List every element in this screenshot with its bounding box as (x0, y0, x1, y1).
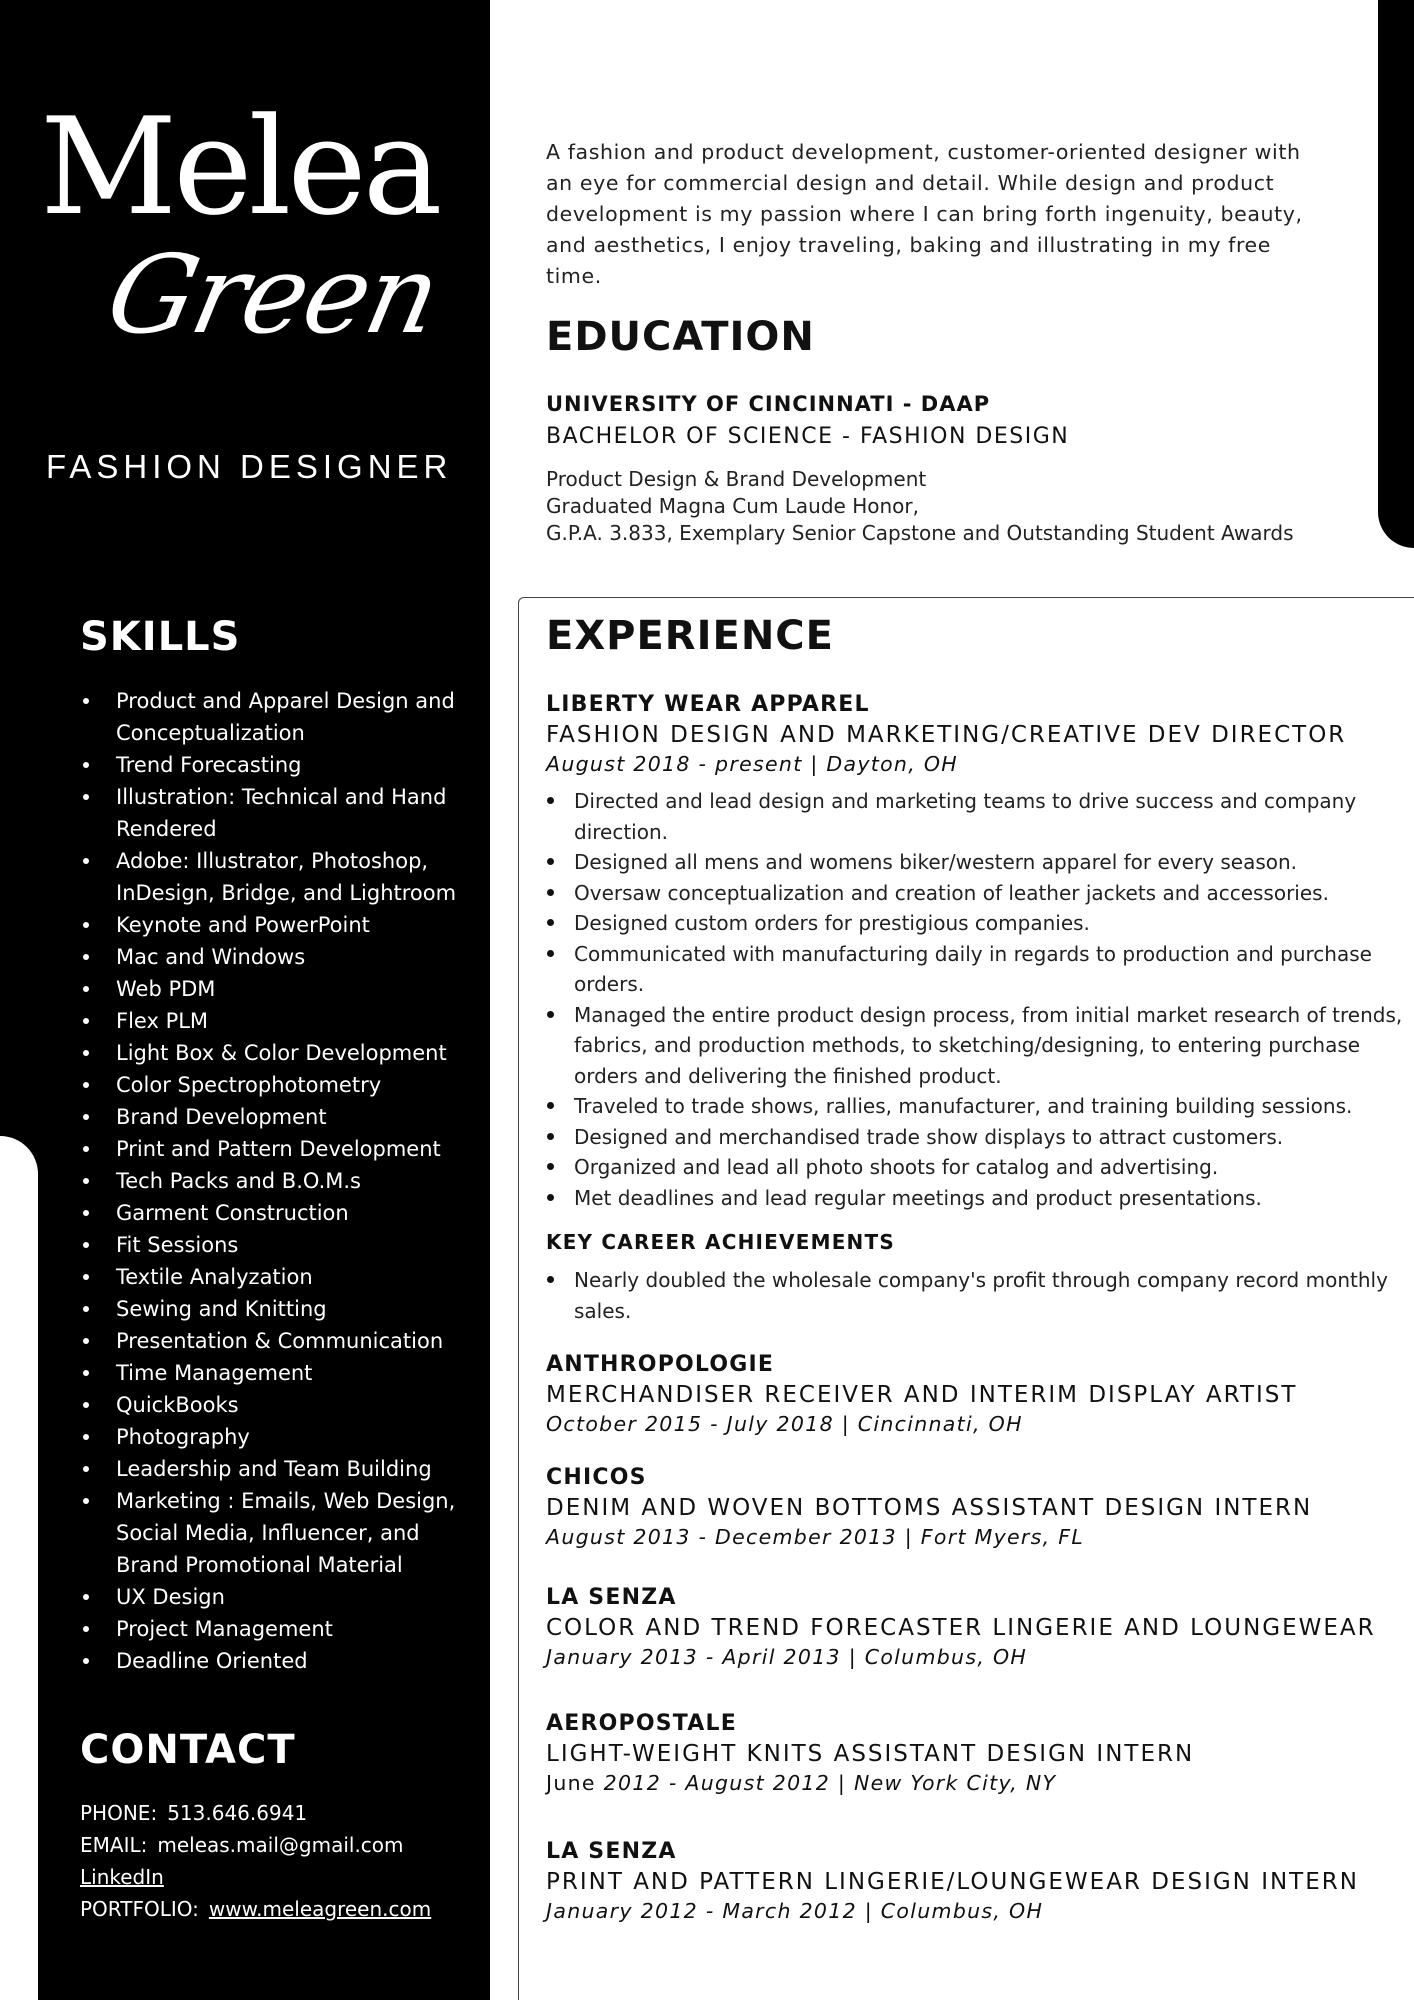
job-role: FASHION DESIGN AND MARKETING/CREATIVE DEV DIRECTOR (546, 722, 1347, 748)
skill-item: Product and Apparel Design and Conceptualization (80, 685, 480, 749)
contact-heading: CONTACT (80, 1727, 296, 1773)
skill-item: QuickBooks (80, 1389, 480, 1421)
contact-linkedin-row (80, 1861, 431, 1893)
education-degree: BACHELOR OF SCIENCE - FASHION DESIGN (546, 424, 1070, 449)
skill-item: Adobe: Illustrator, Photoshop, InDesign, Bridge, and Lightroom (80, 845, 480, 909)
education-school: UNIVERSITY OF CINCINNATI - DAAP (546, 392, 991, 416)
linkedin-link[interactable]: LinkedIn (80, 1865, 164, 1889)
job-dates (546, 1523, 1406, 1551)
job-bullet: Designed and merchandised trade show displays to attract customers. (546, 1122, 1406, 1153)
contact-portfolio-row (80, 1893, 431, 1925)
job-dates-text: January 2012 - March 2012 | Columbus, OH (546, 1899, 1044, 1923)
job-entry (546, 1350, 1406, 1438)
education-heading: EDUCATION (546, 314, 815, 360)
job-dates-prefix: June (546, 1771, 596, 1795)
skill-item: Photography (80, 1421, 480, 1453)
skill-item: Print and Pattern Development (80, 1133, 480, 1165)
job-role: MERCHANDISER RECEIVER AND INTERIM DISPLAY ARTIST (546, 1382, 1298, 1408)
achievements-heading: KEY CAREER ACHIEVEMENTS (546, 1230, 895, 1254)
job-entry (546, 690, 1406, 1326)
job-bullet: Designed all mens and womens biker/western apparel for every season. (546, 847, 1406, 878)
phone-label: PHONE: (80, 1801, 158, 1825)
job-dates (546, 1643, 1406, 1671)
skill-item: Color Spectrophotometry (80, 1069, 480, 1101)
skill-item: Time Management (80, 1357, 480, 1389)
job-company: ANTHROPOLOGIE (546, 1352, 775, 1377)
phone-value: 513.646.6941 (167, 1801, 308, 1825)
skill-item: Tech Packs and B.O.M.s (80, 1165, 480, 1197)
job-bullets (546, 786, 1406, 1213)
job-dates (546, 1769, 1406, 1797)
sidebar-notch-decoration (0, 1136, 38, 2000)
job-title: FASHION DESIGNER (46, 448, 453, 485)
skill-item: Light Box & Color Development (80, 1037, 480, 1069)
experience-heading: EXPERIENCE (546, 613, 834, 659)
skill-item: Garment Construction (80, 1197, 480, 1229)
job-dates-text: 2012 - August 2012 | New York City, NY (603, 1771, 1057, 1795)
job-company: LA SENZA (546, 1585, 677, 1610)
skill-item: Brand Development (80, 1101, 480, 1133)
right-tab-decoration (1378, 0, 1414, 548)
contact-email-row (80, 1829, 431, 1861)
email-value: meleas.mail@gmail.com (157, 1833, 404, 1857)
skill-item: Mac and Windows (80, 941, 480, 973)
job-bullet: Directed and lead design and marketing teams to drive success and company direction. (546, 786, 1406, 847)
name-first: Melea (40, 89, 439, 245)
job-dates (546, 1410, 1406, 1438)
portfolio-label: PORTFOLIO: (80, 1897, 199, 1921)
job-role: DENIM AND WOVEN BOTTOMS ASSISTANT DESIGN INTERN (546, 1495, 1313, 1521)
skill-item: Flex PLM (80, 1005, 480, 1037)
skill-item: Illustration: Technical and Hand Rendered (80, 781, 480, 845)
job-dates (546, 750, 1406, 778)
job-bullet: Met deadlines and lead regular meetings and product presentations. (546, 1183, 1406, 1214)
education-details (546, 466, 1294, 547)
job-bullet: Organized and lead all photo shoots for catalog and advertising. (546, 1152, 1406, 1183)
achievement-item: Nearly doubled the wholesale company's profit through company record monthly sales. (546, 1265, 1406, 1326)
job-dates-text: August 2013 - December 2013 | Fort Myers, FL (546, 1525, 1085, 1549)
job-entry (546, 1709, 1406, 1797)
skill-item: Sewing and Knitting (80, 1293, 480, 1325)
job-entry (546, 1583, 1406, 1671)
job-entry (546, 1837, 1406, 1925)
skills-heading: SKILLS (80, 614, 241, 660)
job-bullet: Oversaw conceptualization and creation of leather jackets and accessories. (546, 878, 1406, 909)
summary-paragraph: A fashion and product development, customer-oriented designer with an eye for commercial design and detail. While design and product development is my passion where I can bring forth ingenuity, beauty, and aesthetics, I enjoy traveling, baking and illustrating in my free time. (546, 140, 1303, 288)
job-company: AEROPOSTALE (546, 1711, 737, 1736)
skill-item: Textile Analyzation (80, 1261, 480, 1293)
job-dates-text: October 2015 - July 2018 | Cincinnati, OH (546, 1412, 1023, 1436)
job-bullet: Communicated with manufacturing daily in regards to production and purchase orders. (546, 939, 1406, 1000)
skill-item: Keynote and PowerPoint (80, 909, 480, 941)
job-entry (546, 1463, 1406, 1551)
job-company: LA SENZA (546, 1839, 677, 1864)
skill-item: Presentation & Communication (80, 1325, 480, 1357)
contact-block (80, 1797, 431, 1925)
skill-item: Trend Forecasting (80, 749, 480, 781)
skill-item: Project Management (80, 1613, 480, 1645)
education-detail-line: Graduated Magna Cum Laude Honor, (546, 494, 919, 518)
skills-list (80, 685, 480, 1677)
job-company: CHICOS (546, 1465, 647, 1490)
contact-phone-row (80, 1797, 431, 1829)
job-bullet: Traveled to trade shows, rallies, manufacturer, and training building sessions. (546, 1091, 1406, 1122)
skill-item: Deadline Oriented (80, 1645, 480, 1677)
education-detail-line: G.P.A. 3.833, Exemplary Senior Capstone and Outstanding Student Awards (546, 521, 1294, 545)
skill-item: Leadership and Team Building (80, 1453, 480, 1485)
job-bullet: Designed custom orders for prestigious companies. (546, 908, 1406, 939)
skill-item: Web PDM (80, 973, 480, 1005)
skill-item: UX Design (80, 1581, 480, 1613)
job-dates (546, 1897, 1406, 1925)
skill-item: Fit Sessions (80, 1229, 480, 1261)
skill-item: Marketing : Emails, Web Design, Social Media, Influencer, and Brand Promotional Material (80, 1485, 480, 1581)
education-detail-line: Product Design & Brand Development (546, 467, 927, 491)
job-bullet: Managed the entire product design process, from initial market research of trends, fabrics, and production methods, to sketching/designing, to entering purchase orders and delivering the finished product. (546, 1000, 1406, 1092)
email-label: EMAIL: (80, 1833, 148, 1857)
job-role: PRINT AND PATTERN LINGERIE/LOUNGEWEAR DESIGN INTERN (546, 1869, 1359, 1895)
job-dates-text: January 2013 - April 2013 | Columbus, OH (546, 1645, 1028, 1669)
name-last: Green (96, 233, 449, 358)
job-role: COLOR AND TREND FORECASTER LINGERIE AND LOUNGEWEAR (546, 1615, 1376, 1641)
job-company: LIBERTY WEAR APPAREL (546, 692, 870, 717)
job-role: LIGHT-WEIGHT KNITS ASSISTANT DESIGN INTERN (546, 1741, 1195, 1767)
portfolio-link[interactable]: www.meleagreen.com (208, 1897, 432, 1921)
achievements-list (546, 1265, 1406, 1326)
name-logo (40, 89, 460, 410)
job-dates-text: August 2018 - present | Dayton, OH (546, 752, 959, 776)
